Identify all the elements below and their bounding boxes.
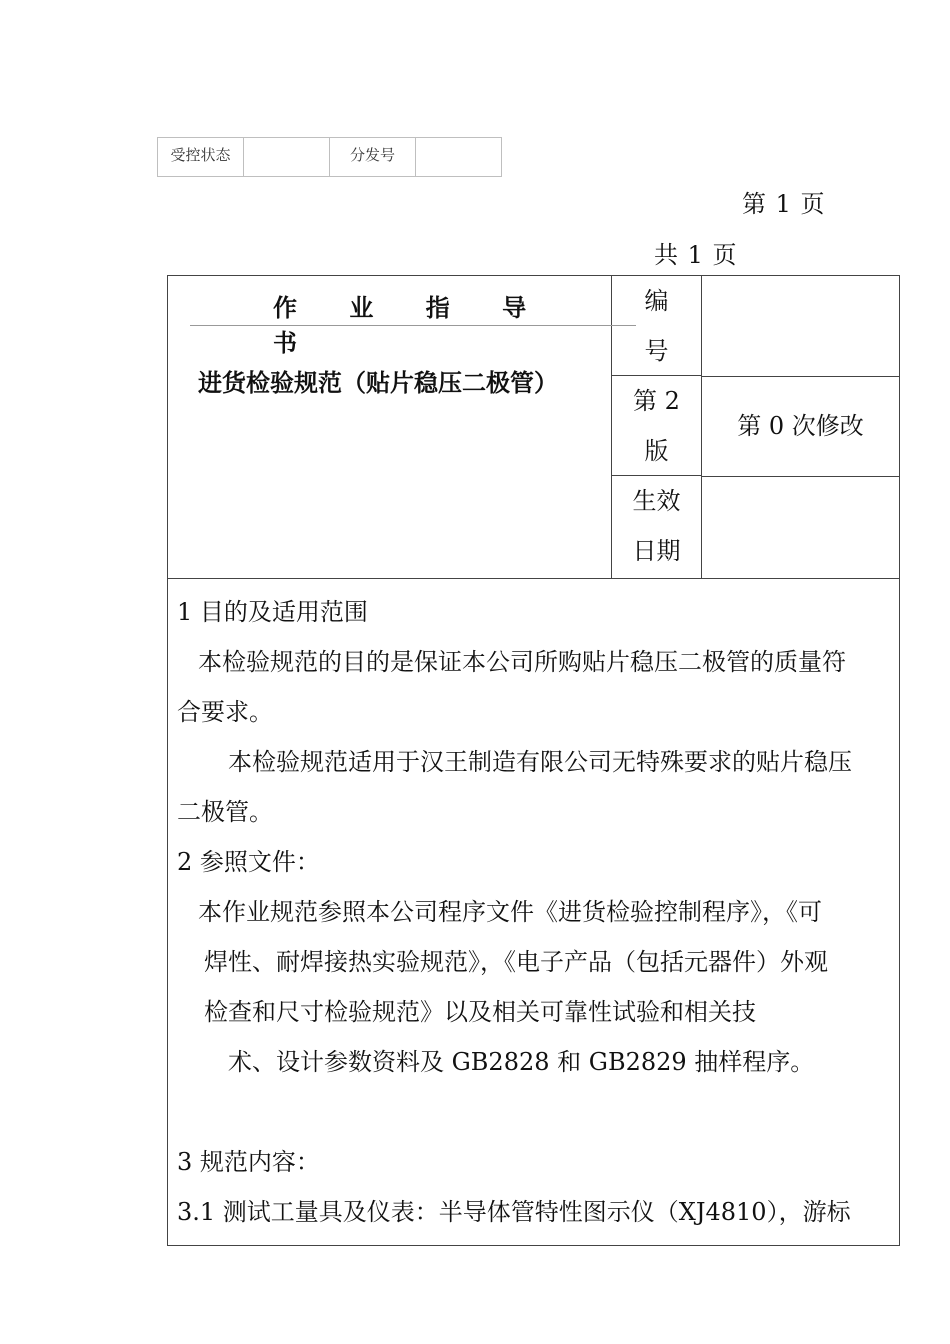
- document-title: 作 业 指 导 书: [273, 293, 549, 357]
- code-label-cell: [612, 276, 702, 376]
- control-status-label: 受控状态: [158, 138, 244, 177]
- page-number: 第 1 页: [742, 190, 826, 218]
- effective-date-value: [702, 476, 899, 576]
- edition-label-line-1: 第 2: [633, 387, 680, 415]
- document-table: [167, 275, 900, 1246]
- effective-date-label-line-2: 日期: [632, 537, 681, 565]
- edition-label-cell: [612, 376, 702, 476]
- section-1-paragraph-1-line-2: 合要求。: [177, 698, 273, 726]
- section-1-paragraph-1-line-1: 本检验规范的目的是保证本公司所购贴片稳压二极管的质量符: [198, 648, 846, 676]
- distribution-number-value: [416, 138, 502, 177]
- control-status-table: [157, 137, 502, 177]
- header-title-cell: [168, 276, 612, 578]
- section-2-line-3: 检查和尺寸检验规范》以及相关可靠性试验和相关技: [204, 998, 756, 1026]
- code-label-line-1: 编: [644, 287, 669, 315]
- revision-value: 第 0 次修改: [702, 376, 899, 477]
- section-1-paragraph-2-line-1: 本检验规范适用于汉王制造有限公司无特殊要求的贴片稳压: [228, 748, 852, 776]
- code-label-line-2: 号: [644, 337, 669, 365]
- section-3-heading: 3 规范内容：: [177, 1148, 320, 1176]
- section-1-heading: 1 目的及适用范围: [177, 598, 368, 626]
- code-value: [702, 276, 899, 377]
- control-status-value: [244, 138, 330, 177]
- document-subtitle: 进货检验规范（贴片稳压二极管）: [198, 368, 558, 397]
- section-2-line-2: 焊性、耐焊接热实验规范》，《电子产品（包括元器件）外观: [204, 948, 828, 976]
- effective-date-label-line-1: 生效: [632, 487, 681, 515]
- section-3-1-line: 3.1 测试工量具及仪表：半导体管特性图示仪（XJ4810），游标: [177, 1198, 851, 1226]
- section-2-line-4: 术、设计参数资料及 GB2828 和 GB2829 抽样程序。: [228, 1048, 815, 1076]
- page-total: 共 1 页: [654, 241, 738, 269]
- distribution-number-label: 分发号: [330, 138, 416, 177]
- effective-date-label-cell: [612, 476, 702, 578]
- header-divider: [168, 578, 899, 579]
- section-2-heading: 2 参照文件：: [177, 848, 320, 876]
- title-underline: [190, 325, 636, 326]
- section-1-paragraph-2-line-2: 二极管。: [177, 798, 273, 826]
- edition-label-line-2: 版: [644, 437, 669, 465]
- section-2-line-1: 本作业规范参照本公司程序文件《进货检验控制程序》，《可: [198, 898, 822, 926]
